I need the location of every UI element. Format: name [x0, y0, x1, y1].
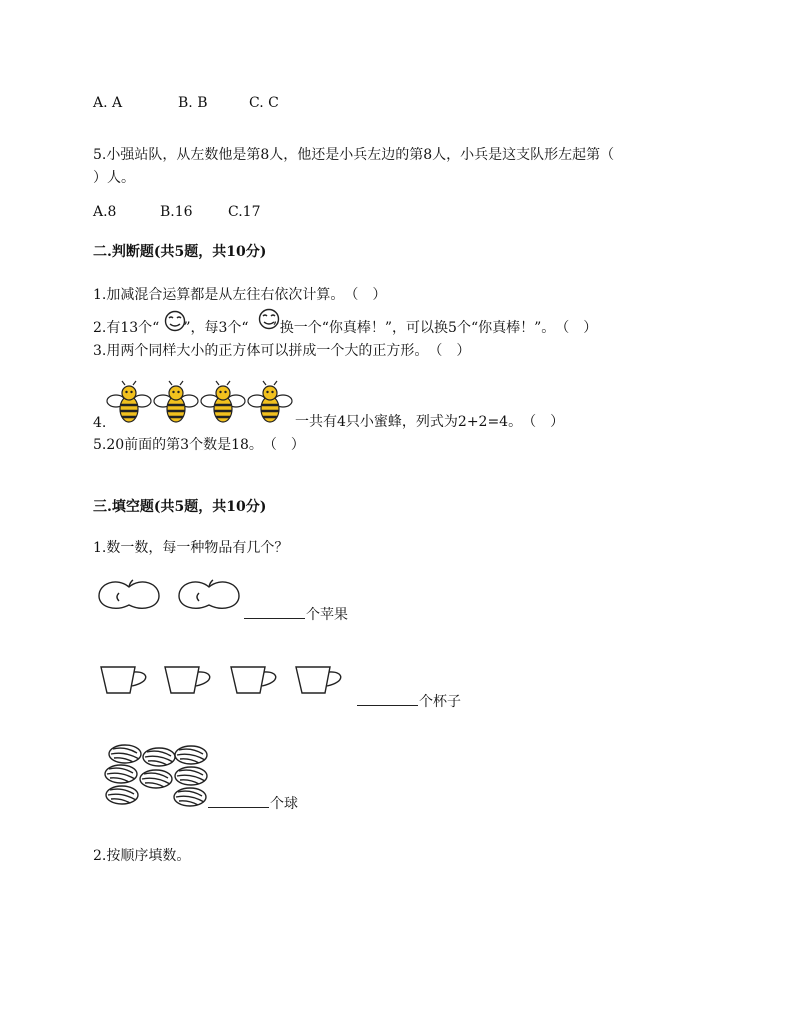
fill-question-1: 1.数一数，每一种物品有几个？ — [93, 540, 289, 556]
ball-icon — [141, 746, 177, 768]
cup-icon — [294, 664, 348, 696]
cups-answer-blank[interactable] — [357, 691, 418, 706]
balls-answer-blank[interactable] — [208, 793, 269, 808]
ball-icon — [172, 786, 208, 808]
q4-option-a[interactable]: A. A — [93, 95, 123, 111]
judge-item-5: 5.20前面的第3个数是18。 （ ） — [93, 437, 305, 453]
q5-option-a[interactable]: A.8 — [93, 204, 117, 220]
q5-question-line1: 5.小强站队，从左数他是第8人，他还是小兵左边的第8人，小兵是这支队形左起第（ — [93, 147, 615, 163]
balls-answer — [208, 793, 298, 811]
judge-item-2-part-c: ”换一个“你真棒！”，可以换5个“你真棒！”。 （ ） — [272, 320, 598, 336]
ball-icon — [104, 784, 140, 806]
cup-icon — [163, 664, 217, 696]
apples-answer-label: 个苹果 — [306, 607, 348, 623]
cup-icon — [229, 664, 283, 696]
ball-icon — [173, 744, 209, 766]
fill-question-2: 2.按顺序填数。 — [93, 848, 191, 864]
q5-option-c[interactable]: C.17 — [228, 204, 261, 220]
bee-icon — [153, 381, 199, 427]
section-3-title: 三.填空题(共5题，共10分) — [93, 499, 267, 515]
bee-icon — [200, 381, 246, 427]
cups-answer — [357, 691, 461, 709]
apple-icon — [97, 579, 161, 613]
cup-icon — [99, 664, 153, 696]
judge-item-1: 1.加减混合运算都是从左往右依次计算。 （ ） — [93, 287, 387, 303]
balls-answer-label: 个球 — [270, 796, 298, 812]
judge-item-4-number: 4. — [93, 415, 107, 431]
cups-answer-label: 个杯子 — [419, 694, 461, 710]
smiley-face-icon — [257, 308, 281, 330]
apples-answer — [244, 604, 348, 622]
apple-icon — [177, 579, 241, 613]
ball-icon — [107, 743, 143, 765]
judge-item-2-part-b: ”，每3个“ — [183, 320, 249, 336]
ball-icon — [103, 763, 139, 785]
bee-icon — [106, 381, 152, 427]
q5-option-b[interactable]: B.16 — [160, 204, 193, 220]
q4-option-c[interactable]: C. C — [249, 95, 279, 111]
ball-icon — [173, 765, 209, 787]
bee-icon — [247, 381, 293, 427]
judge-item-2-part-a: 2.有13个“ — [93, 320, 160, 336]
q5-question-line2: ）人。 — [93, 170, 135, 186]
smiley-face-icon — [163, 310, 187, 332]
judge-item-3: 3.用两个同样大小的正方体可以拼成一个大的正方形。 （ ） — [93, 343, 471, 359]
apples-answer-blank[interactable] — [244, 604, 305, 619]
q4-option-b[interactable]: B. B — [178, 95, 208, 111]
ball-icon — [138, 768, 174, 790]
judge-item-4-text: 一共有4只小蜜蜂，列式为2+2=4。 （ ） — [295, 414, 565, 430]
section-2-title: 二.判断题(共5题，共10分) — [93, 244, 267, 260]
